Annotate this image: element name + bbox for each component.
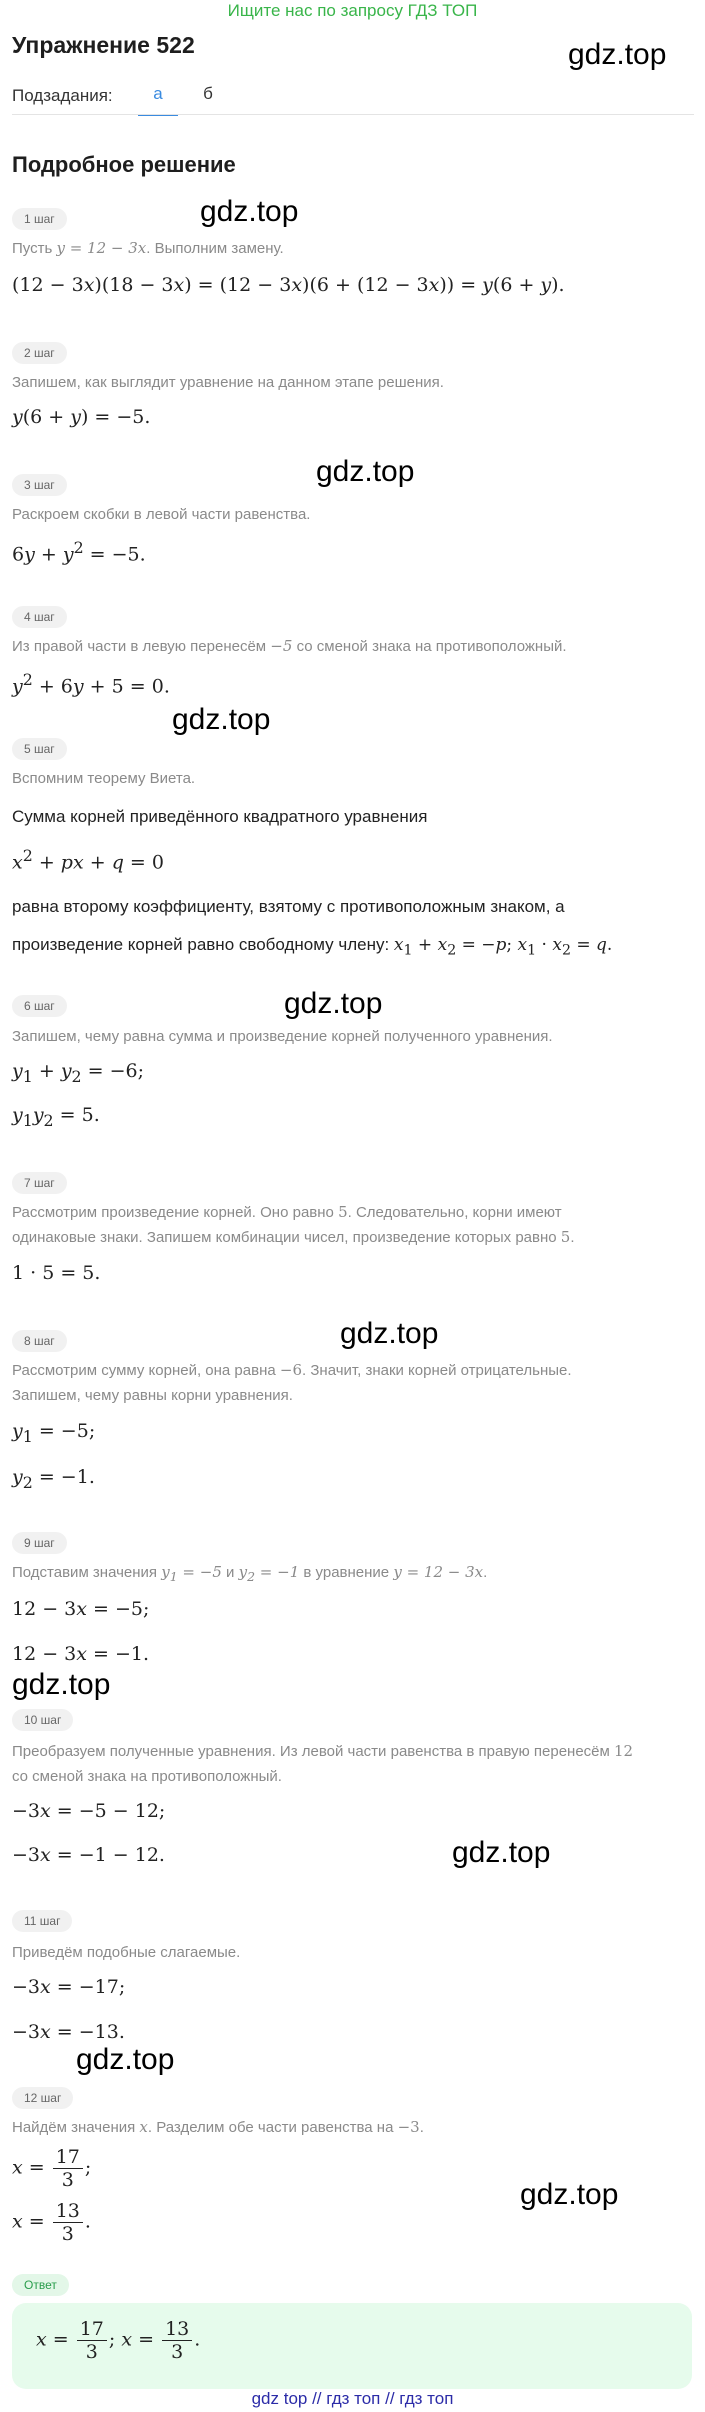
step-1-formula: (12 − 3x)(18 − 3x) = (12 − 3x)(6 + (12 − 3x)) = y(6 + y). [12, 274, 565, 296]
step-9-formula-1: 12 − 3x = −5; [12, 1598, 150, 1620]
step-4-text: Из правой части в левую перенесём −5 со сменой знака на противоположный. [12, 637, 567, 655]
step-badge: 12 шаг [12, 2087, 73, 2109]
watermark: gdz.top [520, 2178, 619, 2211]
answer-badge: Ответ [12, 2274, 69, 2296]
step-5-formula: $x^2$ + px + q = 0 [12, 846, 164, 874]
watermark: gdz.top [452, 1836, 551, 1869]
step-badge: 11 шаг [12, 1910, 72, 1932]
step-9-formula-2: 12 − 3x = −1. [12, 1643, 150, 1665]
step-badge: 10 шаг [12, 1709, 73, 1731]
watermark: gdz.top [172, 703, 271, 736]
step-10-text-1: Преобразуем полученные уравнения. Из левой части равенства в правую перенесём 12 [12, 1742, 634, 1760]
vieta-text-2: равна второму коэффициенту, взятому с противоположным знаком, а [12, 897, 565, 916]
tabs-divider [12, 114, 694, 115]
step-7-text-2: одинаковые знаки. Запишем комбинации чисел, произведение которых равно 5. [12, 1228, 575, 1246]
step-3-formula: $6y + y^2 = -5$. [12, 538, 146, 566]
watermark: gdz.top [340, 1317, 439, 1350]
step-badge: 9 шаг [12, 1532, 67, 1554]
step-badge: 4 шаг [12, 606, 67, 628]
step-3-text: Раскроем скобки в левой части равенства. [12, 506, 311, 523]
tab-subtask-a[interactable]: а [138, 84, 178, 116]
step-10-formula-2: −3x = −1 − 12. [12, 1844, 165, 1866]
step-6-text: Запишем, чему равна сумма и произведение корней полученного уравнения. [12, 1028, 553, 1045]
step-10-formula-1: −3x = −5 − 12; [12, 1800, 166, 1822]
step-8-text-1: Рассмотрим сумму корней, она равна −6. Значит, знаки корней отрицательные. [12, 1361, 572, 1379]
step-12-formula-1: x = $\frac{17}{3}$ ; [12, 2146, 92, 2191]
step-badge: 6 шаг [12, 995, 67, 1017]
tab-subtask-b[interactable]: б [203, 84, 213, 103]
watermark: gdz.top [316, 455, 415, 488]
watermark: gdz.top [568, 38, 667, 71]
step-9-text: Подставим значения $y_1 = -5$ и $y_2 = -1$ в уравнение y = 12 − 3x. [12, 1563, 488, 1584]
step-11-text: Приведём подобные слагаемые. [12, 1944, 241, 1961]
step-2-formula: y(6 + y) = −5. [12, 406, 151, 428]
step-12-text: Найдём значения x. Разделим обе части равенства на −3. [12, 2118, 424, 2136]
step-11-formula-1: −3x = −17; [12, 1976, 126, 1998]
step-badge: 3 шаг [12, 474, 67, 496]
step-5-text: Вспомним теорему Виета. [12, 770, 196, 787]
step-badge: 5 шаг [12, 738, 67, 760]
step-7-text-1: Рассмотрим произведение корней. Оно равно 5. Следовательно, корни имеют [12, 1203, 562, 1221]
step-11-formula-2: −3x = −13. [12, 2021, 125, 2043]
section-title: Подробное решение [12, 152, 236, 177]
step-12-formula-2: x = $\frac{13}{3}$ . [12, 2200, 91, 2245]
step-7-formula: 1 · 5 = 5. [12, 1262, 101, 1284]
top-banner[interactable]: Ищите нас по запросу ГДЗ ТОП [227, 1, 478, 20]
step-8-text-2: Запишем, чему равны корни уравнения. [12, 1387, 293, 1404]
step-6-formula-1: $y_1 + y_2 = -6$; [12, 1060, 145, 1086]
step-badge: 1 шаг [12, 208, 67, 230]
watermark: gdz.top [200, 195, 299, 228]
watermark: gdz.top [12, 1668, 111, 1701]
footer-links[interactable]: gdz top // гдз топ // гдз топ [251, 2389, 454, 2408]
step-8-formula-1: $y_1 = -5$; [12, 1420, 96, 1446]
vieta-text-1: Сумма корней приведённого квадратного уравнения [12, 807, 428, 826]
page-title: Упражнение 522 [12, 32, 195, 58]
step-badge: 7 шаг [12, 1172, 67, 1194]
watermark: gdz.top [76, 2043, 175, 2076]
step-8-formula-2: $y_2 = -1$. [12, 1466, 95, 1492]
step-2-text: Запишем, как выглядит уравнение на данном этапе решения. [12, 374, 444, 391]
watermark: gdz.top [284, 987, 383, 1020]
step-6-formula-2: $y_1y_2 = 5$. [12, 1104, 100, 1130]
step-1-text: Пусть y = 12 − 3x. Выполним замену. [12, 239, 284, 257]
step-10-text-2: со сменой знака на противоположный. [12, 1768, 282, 1785]
answer-formula: x = $\frac{17}{3}$ ; x = $\frac{13}{3}$ . [36, 2318, 201, 2363]
step-badge: 2 шаг [12, 342, 67, 364]
step-badge: 8 шаг [12, 1330, 67, 1352]
step-4-formula: $y^2 + 6y + 5 = 0$. [12, 670, 170, 698]
subtasks-label: Подзадания: [12, 86, 113, 105]
vieta-text-3: произведение корней равно свободному члену: $x_1 + x_2 = -p$; $x_1 \cdot x_2 = q$. [12, 935, 613, 959]
